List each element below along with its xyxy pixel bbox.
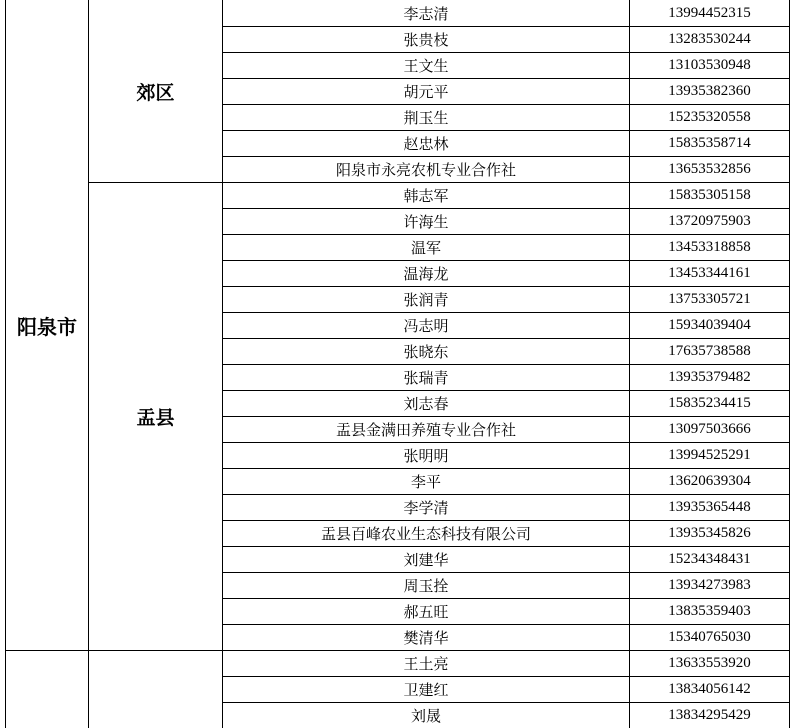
contact-phone: 13453318858 [668,238,751,255]
contact-name: 赵忠林 [403,134,449,153]
contact-phone: 13753305721 [668,290,751,307]
contact-phone: 13835359403 [668,602,751,619]
contact-phone: 13834056142 [668,680,751,697]
contact-phone: 13633553920 [668,654,751,671]
contact-phone: 15234348431 [668,550,751,567]
contact-phone: 13453344161 [668,264,751,281]
contact-name: 荆玉生 [403,108,449,127]
contact-name: 张贵枝 [403,30,449,49]
contact-name: 李平 [410,472,441,491]
contact-phone: 13103530948 [668,56,751,73]
contact-name: 温军 [410,238,441,257]
contact-phone: 13935379482 [668,368,751,385]
contact-name: 李志清 [403,4,449,23]
contact-phone: 15235320558 [668,108,751,125]
district-cell: 盂县 [136,406,175,429]
contact-phone: 13935382360 [668,82,751,99]
contact-name: 温海龙 [403,264,449,283]
contact-name: 许海生 [403,212,449,231]
contact-phone: 13283530244 [668,30,751,47]
contact-name: 郝五旺 [403,602,449,621]
contact-name: 张润青 [403,290,449,309]
contact-name: 张晓东 [403,342,449,361]
contact-name: 刘晟 [410,706,441,725]
district-cell: 郊区 [136,81,175,104]
contact-phone: 13834295429 [668,706,751,723]
contact-phone: 15835358714 [668,134,751,151]
contact-phone: 13934273983 [668,576,751,593]
district-cell [89,650,222,728]
contact-name: 周玉拴 [403,576,449,595]
contact-name: 张明明 [403,446,449,465]
contact-phone: 13097503666 [668,420,751,437]
contact-name: 盂县金满田养殖专业合作社 [335,420,516,439]
contact-name: 盂县百峰农业生态科技有限公司 [320,524,531,543]
contact-phone: 17635738588 [668,342,751,359]
contact-name: 张瑞青 [403,368,449,387]
contact-phone: 13994525291 [668,446,751,463]
contact-name: 韩志军 [403,186,449,205]
contact-name: 胡元平 [403,82,449,101]
contact-phone: 13720975903 [668,212,751,229]
contact-phone: 15340765030 [668,628,751,645]
contact-name: 王文生 [403,56,449,75]
contact-name: 阳泉市永亮农机专业合作社 [335,160,516,179]
contact-phone: 13620639304 [668,472,751,489]
contact-name: 王土亮 [403,654,449,673]
contact-phone: 15835234415 [668,394,751,411]
contact-phone: 13994452315 [668,4,751,21]
contact-name: 刘建华 [403,550,449,569]
contact-name: 李学清 [403,498,449,517]
contact-phone: 13935365448 [668,498,751,515]
contact-phone: 15835305158 [668,186,751,203]
contact-name: 冯志明 [403,316,449,335]
contact-name: 刘志春 [403,394,449,413]
contact-phone: 13653532856 [668,160,751,177]
city-cell [6,650,88,728]
contact-phone: 13935345826 [668,524,751,541]
contact-name: 樊清华 [403,628,449,647]
contact-name: 卫建红 [403,680,449,699]
contact-phone: 15934039404 [668,316,751,333]
city-cell: 阳泉市 [17,314,77,339]
